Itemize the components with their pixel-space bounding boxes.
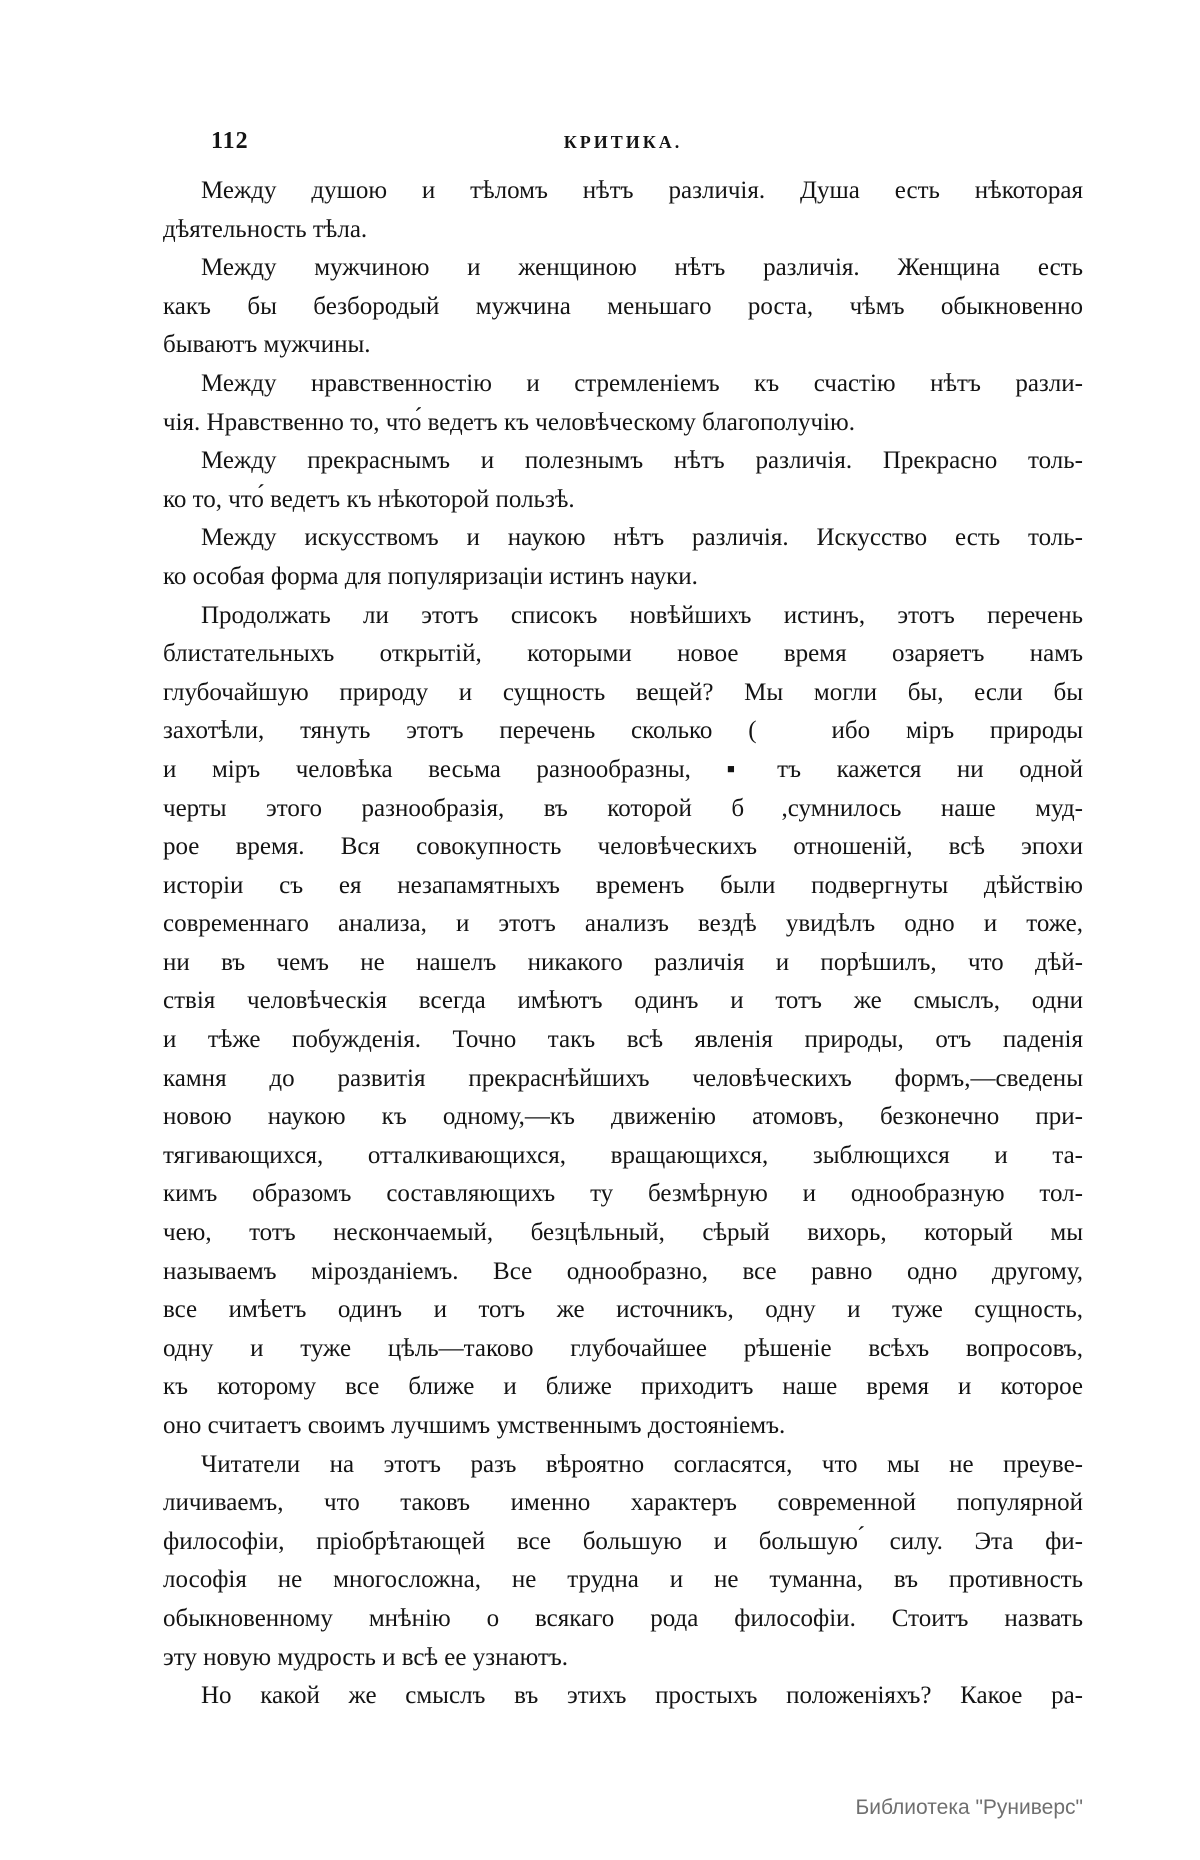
text-line: и тѣже побужденія. Точно такъ всѣ явленія природы, отъ паденія bbox=[163, 1026, 1083, 1054]
text-line: философіи, пріобрѣтающей все большую и большую ́силу. Эта фи- bbox=[163, 1527, 1083, 1555]
text-line: Но какой же смыслъ въ этихъ простыхъ положеніяхъ? Какое ра- bbox=[201, 1682, 1083, 1710]
text-line: захотѣли, тянуть этотъ перечень сколько ( ибо міръ природы bbox=[163, 717, 1083, 745]
text-line: ко то, что́ ведетъ къ нѣкоторой пользѣ. bbox=[163, 485, 575, 513]
text-line: рое время. Вся совокупность человѣческихъ отношеній, всѣ эпохи bbox=[163, 833, 1083, 861]
text-line: камня до развитія прекраснѣйшихъ человѣческихъ формъ,—сведены bbox=[163, 1064, 1083, 1092]
text-line: Между душою и тѣломъ нѣтъ различія. Душа есть нѣкоторая bbox=[201, 177, 1083, 204]
text-line: чею, тотъ нескончаемый, безцѣльный, сѣрый вихорь, который мы bbox=[163, 1219, 1083, 1247]
text-line: кимъ образомъ составляющихъ ту безмѣрную и однообразную тол- bbox=[163, 1180, 1083, 1208]
text-line: оно считаетъ своимъ лучшимъ умственнымъ достояніемъ. bbox=[163, 1412, 786, 1439]
text-line: бываютъ мужчины. bbox=[163, 331, 371, 359]
text-line: блистательныхъ открытій, которыми новое время озаряетъ намъ bbox=[163, 640, 1083, 668]
text-line: ствія человѣческія всегда имѣютъ одинъ и тотъ же смыслъ, одни bbox=[163, 987, 1083, 1015]
page-number: 112 bbox=[211, 128, 249, 154]
text-line: Между мужчиною и женщиною нѣтъ различія. Женщина есть bbox=[201, 254, 1083, 282]
page-header bbox=[163, 126, 1083, 160]
text-line: Продолжать ли этотъ списокъ новѣйшихъ истинъ, этотъ перечень bbox=[201, 601, 1083, 629]
text-line: ко особая форма для популяризаціи истинъ науки. bbox=[163, 562, 698, 590]
text-line: и міръ человѣка весьма разнообразны, ▪ тъ кажется ни одной bbox=[163, 755, 1083, 783]
text-line: дѣятельность тѣла. bbox=[163, 215, 368, 243]
text-line: все имѣетъ одинъ и тотъ же источникъ, одну и туже сущность, bbox=[163, 1296, 1083, 1324]
text-line: обыкновенному мнѣнію о всякаго рода философіи. Стоитъ назвать bbox=[163, 1604, 1083, 1632]
text-line: ни въ чемъ не нашелъ никакого различія и порѣшилъ, что дѣй- bbox=[163, 948, 1083, 976]
text-line: современнаго анализа, и этотъ анализъ вездѣ увидѣлъ одно и тоже, bbox=[163, 910, 1083, 938]
text-line: чія. Нравственно то, что́ ведетъ къ человѣческому благополучію. bbox=[163, 408, 855, 436]
text-line: лософія не многосложна, не трудна и не туманна, въ противность bbox=[163, 1566, 1083, 1594]
text-line: называемъ мірозданіемъ. Все однообразно, все равно одно другому, bbox=[163, 1257, 1083, 1285]
text-line: тягивающихся, отталкивающихся, вращающихся, зыблющихся и та- bbox=[163, 1141, 1083, 1169]
text-line: черты этого разнообразія, въ которой б ,сумнилось наше муд- bbox=[163, 794, 1083, 822]
text-body bbox=[163, 172, 1083, 1716]
text-line: эту новую мудрость и всѣ ее узнаютъ. bbox=[163, 1643, 569, 1671]
text-line: какъ бы безбородый мужчина меньшаго роста, чѣмъ обыкновенно bbox=[163, 292, 1083, 320]
text-line: новою наукою къ одному,—къ движенію атомовъ, безконечно при- bbox=[163, 1103, 1083, 1131]
text-line: къ которому все ближе и ближе приходитъ наше время и которое bbox=[163, 1373, 1083, 1401]
text-line: глубочайшую природу и сущность вещей? Мы могли бы, если бы bbox=[163, 678, 1083, 706]
text-line: исторіи съ ея незапамятныхъ временъ были подвергнуты дѣйствію bbox=[163, 871, 1083, 899]
library-watermark: Библиотека "Руниверс" bbox=[855, 1796, 1083, 1819]
text-line: личиваемъ, что таковъ именно характеръ современной популярной bbox=[163, 1489, 1083, 1517]
text-line: Между искусствомъ и наукою нѣтъ различія. Искусство есть толь- bbox=[201, 524, 1083, 552]
text-line: одну и туже цѣль—таково глубочайшее рѣшеніе всѣхъ вопросовъ, bbox=[163, 1334, 1083, 1362]
running-header: КРИТИКА. bbox=[563, 132, 683, 152]
text-line: Читатели на этотъ разъ вѣроятно согласятся, что мы не преуве- bbox=[201, 1450, 1083, 1478]
text-line: Между прекраснымъ и полезнымъ нѣтъ различія. Прекрасно толь- bbox=[201, 447, 1083, 475]
text-line: Между нравственностію и стремленіемъ къ счастію нѣтъ разли- bbox=[201, 369, 1083, 397]
